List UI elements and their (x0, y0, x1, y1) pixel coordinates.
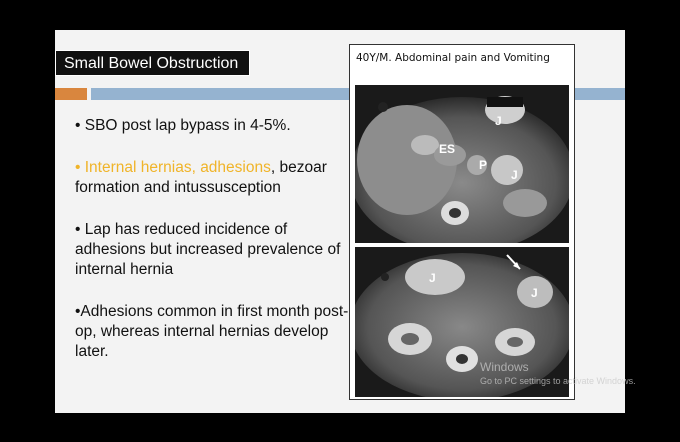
accent-bar-orange (55, 88, 87, 100)
ct-figure (349, 44, 575, 400)
bullet-highlight: • Internal hernias, adhesions (75, 159, 271, 176)
ct-label-es: ES (439, 142, 456, 156)
bullet-item: • Lap has reduced incidence of adhesions but increased prevalence of internal hernia (75, 221, 341, 278)
bullet-list (75, 116, 350, 384)
ct-label-j: J (531, 286, 538, 300)
bullet-item: •Adhesions common in first month post-op, whereas internal hernias develop later. (75, 303, 349, 360)
accent-bar-blue-right (575, 88, 625, 100)
activation-watermark: Windows Go to PC settings to activate Windows. (480, 360, 636, 386)
ct-label-j: J (495, 114, 502, 128)
accent-bar-blue (91, 88, 353, 100)
slide (55, 30, 625, 413)
bullet-item: • SBO post lap bypass in 4-5%. (75, 117, 291, 134)
ct-image-upper (355, 85, 569, 243)
bullet-item: • Internal hernias, adhesions, bezoar formation and intussusception (75, 159, 327, 196)
ct-label-j: J (429, 271, 436, 285)
ct-label-j: J (511, 168, 518, 182)
slide-title: Small Bowel Obstruction (55, 50, 250, 76)
ct-label-p: P (479, 158, 488, 172)
figure-caption: 40Y/M. Abdominal pain and Vomiting (356, 52, 550, 64)
